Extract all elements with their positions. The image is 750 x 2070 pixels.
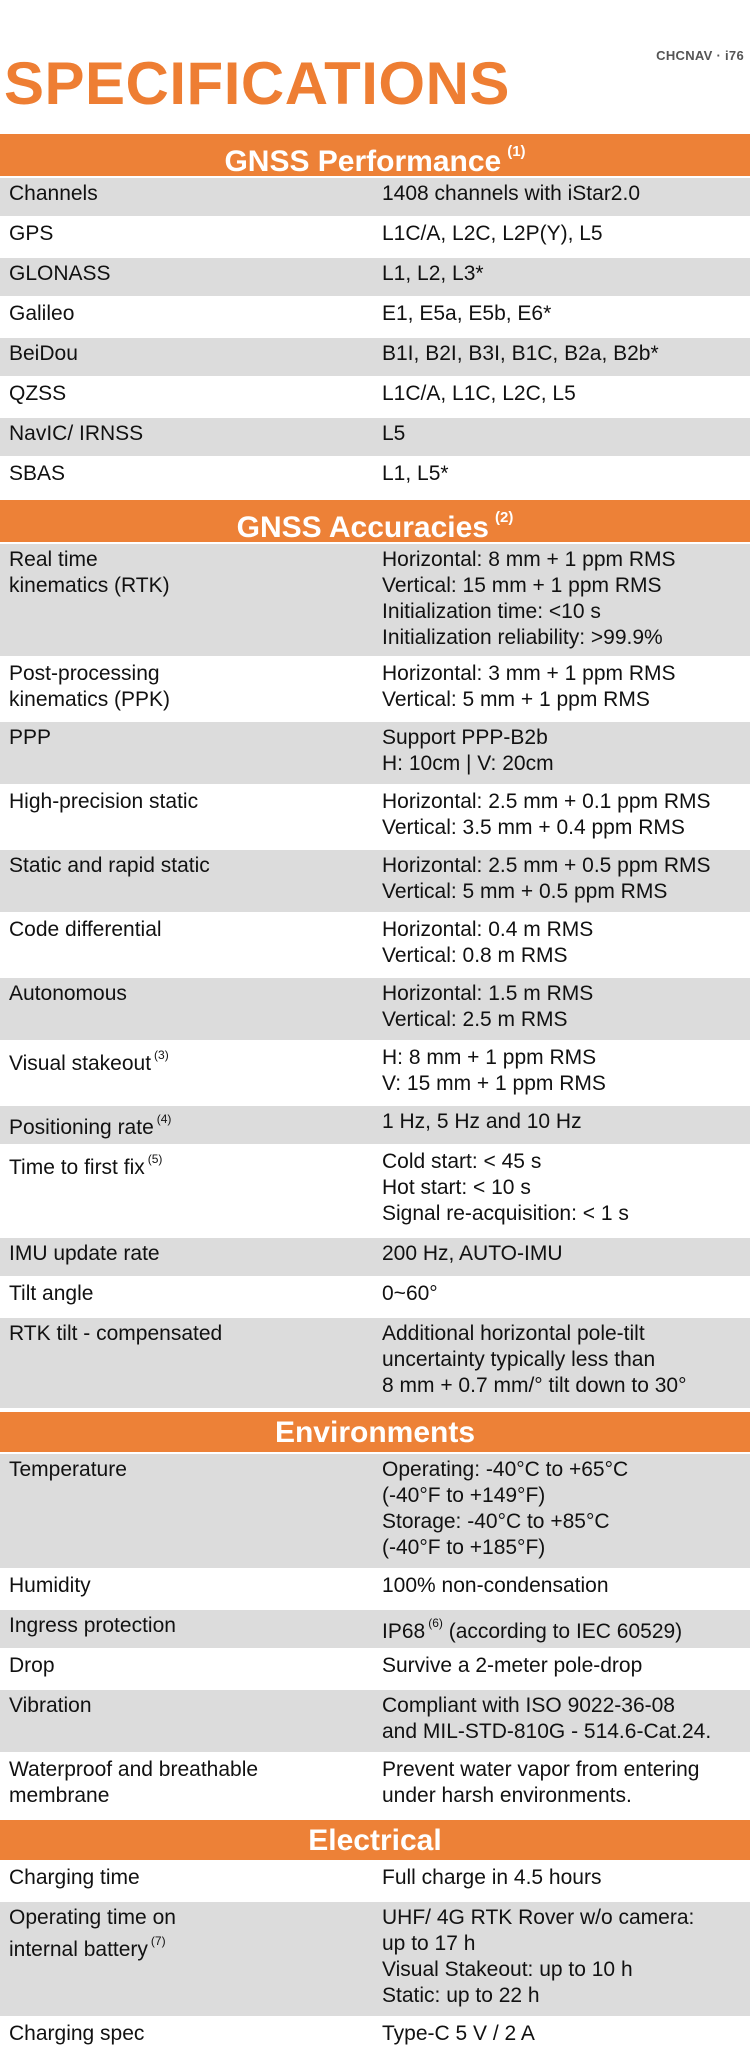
section-header-electrical [0, 1818, 750, 1862]
spec-label [0, 850, 368, 912]
spec-row [0, 1902, 750, 2018]
spec-label-line: High-precision static [9, 790, 199, 813]
spec-label-text: internal battery [9, 1938, 148, 1961]
spec-row [0, 178, 750, 218]
spec-row [0, 722, 750, 786]
spec-value [368, 218, 750, 256]
spec-label-line: Galileo [9, 302, 75, 325]
section-header-gnss-accuracies [0, 498, 750, 544]
spec-row [0, 1650, 750, 1690]
spec-label [0, 978, 368, 1040]
spec-label-line: IMU update rate [9, 1242, 160, 1265]
spec-label [0, 258, 368, 296]
spec-label [0, 418, 368, 456]
spec-label-line: Post-processing [9, 662, 160, 685]
spec-value-line: Horizontal: 1.5 m RMS [382, 982, 594, 1005]
section-body-electrical [0, 1862, 750, 2058]
section-title: GNSS Performance [224, 145, 502, 178]
spec-value-line: Horizontal: 2.5 mm + 0.5 ppm RMS [382, 854, 711, 877]
spec-value-line: Storage: -40°C to +85°C [382, 1510, 610, 1533]
spec-label [0, 1238, 368, 1276]
spec-row [0, 1570, 750, 1610]
spec-value-line: up to 17 h [382, 1932, 476, 1955]
spec-value-line: Horizontal: 3 mm + 1 ppm RMS [382, 662, 676, 685]
spec-value-line: (-40°F to +185°F) [382, 1536, 546, 1559]
spec-label [0, 1690, 368, 1752]
spec-value [368, 1690, 750, 1752]
spec-value-line: Full charge in 4.5 hours [382, 1866, 602, 1889]
spec-value-text: IP68 [382, 1620, 426, 1643]
spec-label-line: membrane [9, 1784, 110, 1807]
section-body-gnss-accuracies [0, 544, 750, 1410]
spec-label-text: Visual stakeout [9, 1052, 152, 1075]
spec-label-text: Time to first fix [9, 1156, 145, 1179]
spec-value-line: L1, L5* [382, 462, 449, 485]
spec-label-line: Code differential [9, 918, 162, 941]
spec-value [368, 458, 750, 496]
spec-label [0, 1042, 368, 1104]
spec-label [0, 786, 368, 848]
spec-label-line: Waterproof and breathable [9, 1758, 259, 1781]
spec-label [0, 1278, 368, 1316]
spec-value [368, 1042, 750, 1104]
spec-value-line: Vertical: 5 mm + 0.5 ppm RMS [382, 880, 668, 903]
spec-value-line: Hot start: < 10 s [382, 1176, 531, 1199]
spec-value-line: V: 15 mm + 1 ppm RMS [382, 1072, 606, 1095]
spec-label [0, 298, 368, 336]
spec-row [0, 458, 750, 498]
spec-value-line: Visual Stakeout: up to 10 h [382, 1958, 633, 1981]
spec-label-line [9, 1149, 368, 1181]
section-header-gnss-performance [0, 132, 750, 178]
spec-label-line: Tilt angle [9, 1282, 94, 1305]
spec-label-text: Positioning rate [9, 1116, 154, 1139]
spec-value-line: Horizontal: 2.5 mm + 0.1 ppm RMS [382, 790, 711, 813]
spec-label-line: RTK tilt - compensated [9, 1322, 223, 1345]
spec-label [0, 1570, 368, 1608]
spec-row [0, 914, 750, 978]
spec-value-line: L5 [382, 422, 406, 445]
spec-value-text: (according to IEC 60529) [442, 1620, 683, 1643]
spec-value [368, 1862, 750, 1900]
spec-label-line: Charging spec [9, 2022, 145, 2045]
spec-value [368, 722, 750, 784]
spec-value [368, 1318, 750, 1408]
spec-row [0, 258, 750, 298]
spec-value-line: B1I, B2I, B3I, B1C, B2a, B2b* [382, 342, 659, 365]
footnote-ref: (6) [428, 1616, 443, 1630]
spec-value [368, 786, 750, 848]
spec-row [0, 1042, 750, 1106]
section-title: Environments [274, 1416, 476, 1449]
spec-label-line [9, 1109, 368, 1141]
spec-value-line: Static: up to 22 h [382, 1984, 540, 2007]
spec-value-line: Vertical: 0.8 m RMS [382, 944, 568, 967]
spec-label-line: PPP [9, 726, 52, 749]
spec-value-line: Initialization reliability: >99.9% [382, 626, 663, 649]
footnote-ref: (5) [147, 1152, 163, 1166]
spec-label [0, 378, 368, 416]
spec-row [0, 786, 750, 850]
spec-row [0, 218, 750, 258]
spec-label-line: Temperature [9, 1458, 127, 1481]
spec-row [0, 338, 750, 378]
spec-row [0, 1454, 750, 1570]
spec-value [368, 298, 750, 336]
spec-label [0, 1650, 368, 1688]
spec-label [0, 1610, 368, 1648]
spec-value [368, 258, 750, 296]
spec-label [0, 1902, 368, 2016]
spec-row [0, 1146, 750, 1238]
spec-label [0, 1454, 368, 1568]
spec-value-line: Additional horizontal pole-tilt [382, 1322, 645, 1345]
spec-label-line: Real time [9, 548, 98, 571]
spec-label [0, 1862, 368, 1900]
spec-label-line: kinematics (PPK) [9, 688, 171, 711]
spec-label [0, 2018, 368, 2056]
spec-value [368, 1650, 750, 1688]
spec-row [0, 1754, 750, 1818]
spec-value [368, 1278, 750, 1316]
spec-value-line: Type-C 5 V / 2 A [382, 2022, 535, 2045]
brand-label: CHCNAV · i76 [656, 48, 744, 63]
spec-value-line: Survive a 2-meter pole-drop [382, 1654, 643, 1677]
spec-value-line: Vertical: 3.5 mm + 0.4 ppm RMS [382, 816, 685, 839]
section-body-gnss-performance [0, 178, 750, 498]
spec-value-line: Compliant with ISO 9022-36-08 [382, 1694, 675, 1717]
spec-value-line: (-40°F to +149°F) [382, 1484, 546, 1507]
spec-label-line: Operating time on [9, 1906, 176, 1929]
spec-value-line: Operating: -40°C to +65°C [382, 1458, 629, 1481]
section-title: Electrical [308, 1824, 442, 1857]
spec-label-line: Charging time [9, 1866, 140, 1889]
spec-value-line [382, 1613, 746, 1645]
spec-value-line: Initialization time: <10 s [382, 600, 601, 623]
spec-row [0, 978, 750, 1042]
spec-label [0, 218, 368, 256]
spec-row [0, 850, 750, 914]
spec-label-line: kinematics (RTK) [9, 574, 170, 597]
spec-label [0, 458, 368, 496]
spec-label [0, 1318, 368, 1408]
spec-value-line: Horizontal: 0.4 m RMS [382, 918, 594, 941]
section-body-environments [0, 1454, 750, 1818]
spec-value-line: Vertical: 5 mm + 1 ppm RMS [382, 688, 650, 711]
footnote-ref: (2) [495, 509, 514, 526]
spec-value [368, 178, 750, 216]
spec-value [368, 1106, 750, 1144]
spec-value-line: under harsh environments. [382, 1784, 632, 1807]
footnote-ref: (7) [150, 1934, 166, 1948]
spec-value [368, 1454, 750, 1568]
spec-value [368, 544, 750, 656]
spec-row [0, 1278, 750, 1318]
spec-value [368, 978, 750, 1040]
spec-row [0, 2018, 750, 2058]
spec-row [0, 544, 750, 658]
spec-label [0, 658, 368, 720]
spec-value-line: 8 mm + 0.7 mm/° tilt down to 30° [382, 1374, 687, 1397]
spec-value [368, 2018, 750, 2056]
spec-label [0, 544, 368, 656]
spec-label [0, 178, 368, 216]
section-title: GNSS Accuracies [236, 511, 489, 544]
page-title: SPECIFICATIONS [4, 50, 510, 117]
spec-value-line: H: 10cm | V: 20cm [382, 752, 554, 775]
spec-label-line: NavIC/ IRNSS [9, 422, 144, 445]
spec-value-line: and MIL-STD-810G - 514.6-Cat.24. [382, 1720, 712, 1743]
spec-value-line: 100% non-condensation [382, 1574, 609, 1597]
spec-value-line: uncertainty typically less than [382, 1348, 656, 1371]
spec-row [0, 658, 750, 722]
spec-value-line: 1 Hz, 5 Hz and 10 Hz [382, 1110, 582, 1133]
spec-value [368, 1146, 750, 1236]
spec-value-line: L1C/A, L1C, L2C, L5 [382, 382, 576, 405]
spec-value-line: Vertical: 2.5 m RMS [382, 1008, 568, 1031]
spec-label-line: GPS [9, 222, 54, 245]
spec-label-line: Ingress protection [9, 1614, 176, 1637]
spec-row [0, 418, 750, 458]
spec-row [0, 1106, 750, 1146]
spec-label-line: GLONASS [9, 262, 111, 285]
spec-value-line: Signal re-acquisition: < 1 s [382, 1202, 629, 1225]
spec-label-line: Drop [9, 1654, 55, 1677]
spec-label-line: QZSS [9, 382, 67, 405]
footnote-ref: (1) [507, 143, 526, 160]
spec-value-line: UHF/ 4G RTK Rover w/o camera: [382, 1906, 695, 1929]
spec-value [368, 658, 750, 720]
section-header-environments [0, 1410, 750, 1454]
spec-value [368, 1754, 750, 1816]
spec-label-line: Vibration [9, 1694, 92, 1717]
spec-value [368, 1902, 750, 2016]
spec-value-line: 1408 channels with iStar2.0 [382, 182, 640, 205]
spec-label-line [9, 1045, 368, 1077]
spec-label [0, 722, 368, 784]
spec-value-line: Vertical: 15 mm + 1 ppm RMS [382, 574, 662, 597]
specifications-table [0, 132, 750, 2058]
spec-row [0, 1610, 750, 1650]
spec-value [368, 1610, 750, 1648]
spec-row [0, 1690, 750, 1754]
spec-row [0, 378, 750, 418]
spec-value-line: H: 8 mm + 1 ppm RMS [382, 1046, 597, 1069]
footnote-ref: (4) [156, 1112, 172, 1126]
spec-label-line: Humidity [9, 1574, 91, 1597]
spec-value-line: Prevent water vapor from entering [382, 1758, 700, 1781]
spec-value-line: L1, L2, L3* [382, 262, 484, 285]
spec-value-line: 0~60° [382, 1282, 438, 1305]
spec-value [368, 1238, 750, 1276]
spec-label-line: Static and rapid static [9, 854, 210, 877]
footnote-ref: (3) [154, 1048, 169, 1062]
spec-label [0, 1754, 368, 1816]
spec-value [368, 1570, 750, 1608]
spec-value-line: 200 Hz, AUTO-IMU [382, 1242, 563, 1265]
spec-row [0, 1238, 750, 1278]
spec-label [0, 914, 368, 976]
spec-row [0, 1318, 750, 1410]
spec-value [368, 378, 750, 416]
spec-row [0, 298, 750, 338]
spec-value-line: L1C/A, L2C, L2P(Y), L5 [382, 222, 603, 245]
spec-value-line: E1, E5a, E5b, E6* [382, 302, 552, 325]
spec-value [368, 338, 750, 376]
spec-value [368, 914, 750, 976]
spec-value-line: Cold start: < 45 s [382, 1150, 542, 1173]
spec-value [368, 418, 750, 456]
spec-label-line: BeiDou [9, 342, 78, 365]
spec-label-line [9, 1931, 368, 1963]
spec-label-line: Autonomous [9, 982, 127, 1005]
spec-label [0, 1146, 368, 1236]
spec-label [0, 1106, 368, 1144]
spec-row [0, 1862, 750, 1902]
spec-value-line: Support PPP-B2b [382, 726, 548, 749]
spec-label-line: SBAS [9, 462, 66, 485]
spec-value [368, 850, 750, 912]
spec-label [0, 338, 368, 376]
spec-label-line: Channels [9, 182, 98, 205]
spec-value-line: Horizontal: 8 mm + 1 ppm RMS [382, 548, 676, 571]
